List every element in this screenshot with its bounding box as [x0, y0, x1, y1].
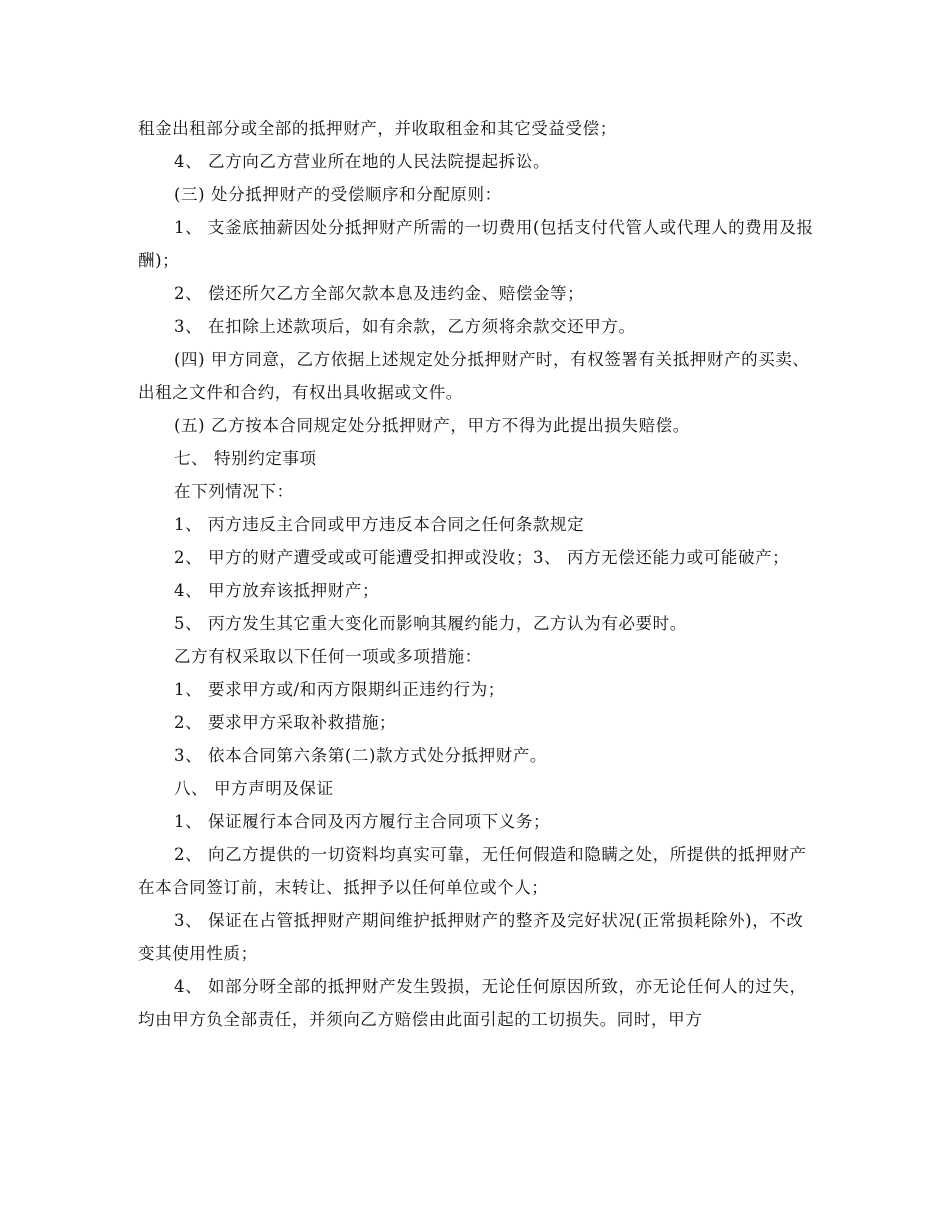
paragraph-22: 3、 保证在占管抵押财产期间维护抵押财产的整齐及完好状况(正常损耗除外)，不改变其使用性质；	[138, 911, 804, 963]
paragraph-8: (五) 乙方按本合同规定处分抵押财产，甲方不得为此提出损失赔偿。	[174, 416, 690, 435]
paragraph-1: 租金出租部分或全部的抵押财产，并收取租金和其它受益受偿；	[138, 119, 617, 138]
paragraph-5: 2、 偿还所欠乙方全部欠款本息及违约金、赔偿金等；	[174, 284, 585, 303]
paragraph-18: 3、 依本合同第六条第(二)款方式处分抵押财产。	[174, 746, 548, 765]
paragraph-17: 2、 要求甲方采取补救措施；	[174, 713, 397, 732]
paragraph-13: 4、 甲方放弃该抵押财产；	[174, 581, 380, 600]
section-heading-7: 七、 特别约定事项	[174, 449, 317, 468]
paragraph-3: (三) 处分抵押财产的受偿顺序和分配原则：	[174, 185, 502, 204]
section-heading-8: 八、 甲方声明及保证	[174, 779, 334, 798]
paragraph-2: 4、 乙方向乙方营业所在地的人民法院提起拆讼。	[174, 152, 551, 171]
paragraph-15: 乙方有权采取以下任何一项或多项措施：	[174, 647, 482, 666]
paragraph-12: 2、 甲方的财产遭受或或可能遭受扣押或没收；3、 丙方无偿还能力或可能破产；	[174, 548, 790, 567]
paragraph-6: 3、 在扣除上述款项后，如有余款，乙方须将余款交还甲方。	[174, 317, 636, 336]
paragraph-23: 4、 如部分呀全部的抵押财产发生毁损，无论任何原因所致，亦无论任何人的过失，均由甲方负全部责任，并须向乙方赔偿由此面引起的工切损失。同时，甲方	[138, 977, 807, 1029]
paragraph-20: 1、 保证履行本合同及丙方履行主合同项下义务；	[174, 812, 551, 831]
document-body	[138, 112, 818, 1036]
paragraph-10: 在下列情况下：	[174, 482, 294, 501]
paragraph-4: 1、 支釜底抽薪因处分抵押财产所需的一切费用(包括支付代管人或代理人的费用及报酬)；	[138, 218, 814, 270]
paragraph-7: (四) 甲方同意，乙方依据上述规定处分抵押财产时，有权签署有关抵押财产的买卖、出租之文件和合约，有权出具收据或文件。	[138, 350, 810, 402]
paragraph-16: 1、 要求甲方或/和丙方限期纠正违约行为；	[174, 680, 505, 699]
paragraph-21: 2、 向乙方提供的一切资料均真实可靠，无任何假造和隐瞒之处，所提供的抵押财产在本合同签订前，末转让、抵押予以任何单位或个人；	[138, 845, 807, 897]
paragraph-14: 5、 丙方发生其它重大变化而影响其履约能力，乙方认为有必要时。	[174, 614, 687, 633]
paragraph-11: 1、 丙方违反主合同或甲方违反本合同之任何条款规定	[174, 515, 585, 534]
